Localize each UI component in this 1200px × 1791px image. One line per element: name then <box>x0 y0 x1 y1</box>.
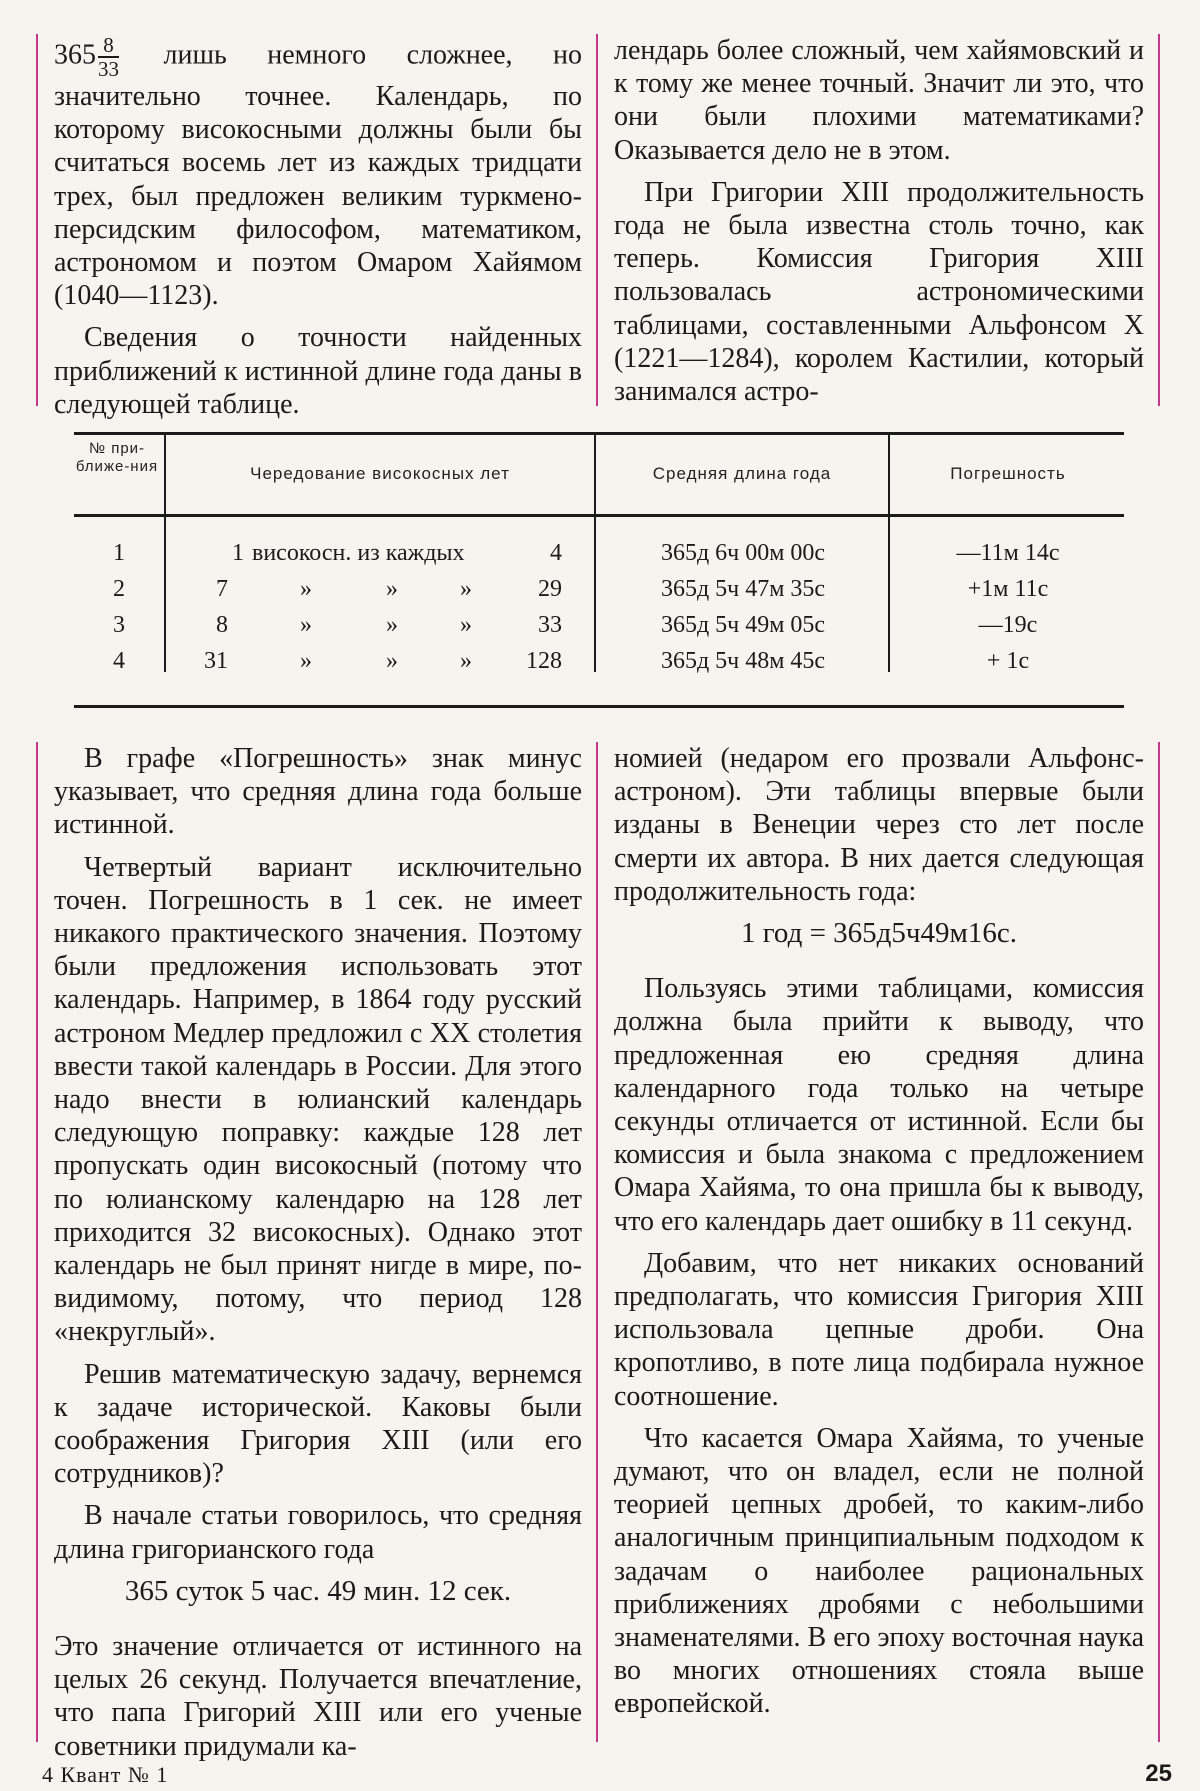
column-rule-top-middle <box>596 34 598 406</box>
table-divider <box>164 432 166 672</box>
table-cell-number: 4 <box>113 648 125 674</box>
table-cell-text: високосн. из каждых <box>252 540 465 566</box>
alfonso-year-formula: 1 год = 365д5ч49м16с. <box>740 917 1017 950</box>
table-cell-ditto: » <box>300 576 312 602</box>
page-number: 25 <box>1145 1760 1172 1787</box>
paragraph: Это значение отличается от истинного на целых 26 секунд. Получается впечатление, что папа Григорий XIII или его ученые советники придумали ка- <box>54 1631 582 1762</box>
header-approximation-number: № при-ближе-ния <box>75 440 159 475</box>
paragraph: При Григории XIII продолжительность года не была известна столь точно, как теперь. Комиссия Григория XIII пользовалась астрономическими таблицами, составленными Альфонсом X (1221—1284), королем Кастилии, который занимался астро- <box>614 176 1144 408</box>
table-cell-number: 1 <box>113 540 125 566</box>
table-cell-error: —11м 14с <box>956 540 1060 566</box>
table-cell-period: 33 <box>538 612 562 638</box>
table-divider <box>594 432 596 672</box>
table-cell-ditto: » <box>386 648 398 674</box>
paragraph: Решив математическую задачу, вернемся к задаче исторической. Каковы были соображения Григория XIII (или его сотрудников)? <box>54 1358 582 1490</box>
paragraph: В начале статьи говорилось, что средняя длина григорианского года <box>54 1500 582 1565</box>
table-divider <box>888 432 890 672</box>
paragraph <box>54 34 582 312</box>
table-top-rule <box>74 432 1124 435</box>
fraction-numerator: 8 <box>98 34 119 58</box>
paragraph: Что касается Омара Хайяма, то ученые думают, что он владел, если не полной теорией цепных дробей, то каким-либо аналогичным принципиальным подходом к задачам о наиболее рациональных приближениях дробями с небольшими знаменателями. В его эпоху восточная наука во многих отношениях стояла выше европейской. <box>614 1422 1144 1720</box>
table-cell-ditto: » <box>460 648 472 674</box>
footer-signature: 4 Квант № 1 <box>42 1762 169 1787</box>
header-error: Погрешность <box>950 464 1066 483</box>
table-cell-count: 1 <box>232 540 244 566</box>
table-cell-mean: 365д 5ч 47м 35с <box>660 576 826 602</box>
column-rule-top-left <box>36 34 38 406</box>
paragraph: Пользуясь этими таблицами, комиссия должна была прийти к выводу, что предложенная ею средняя длина календарного года только на четыре секунды отличается от истинной. Если бы комиссия и была знакома с предложением Омара Хайяма, то она пришла бы к выводу, что его календарь дает ошибку в 11 секунд. <box>614 973 1144 1237</box>
top-left-column <box>54 34 582 430</box>
table-cell-error: + 1с <box>986 648 1030 674</box>
paragraph: Добавим, что нет никаких оснований предполагать, что комиссия Григория XIII использовала цепные дроби. Она кропотливо, в поте лица подбирала нужное соотношение. <box>614 1247 1144 1412</box>
paragraph: Сведения о точности найденных приближений к истинной длине года даны в следующей таблице. <box>54 322 582 420</box>
fraction <box>98 34 119 80</box>
bottom-right-column <box>614 742 1144 1730</box>
approximation-table <box>74 432 1124 708</box>
table-cell-ditto: » <box>386 576 398 602</box>
table-cell-ditto: » <box>460 612 472 638</box>
paragraph-text: лишь немного сложнее, но значительно точнее. Календарь, по которому високосными должны были бы считаться восемь лет из каждых тридцати трех, был предложен великим туркмено-персидским философом, математиком, астрономом и поэтом Омаром Хайямом (1040—1123). <box>54 39 582 312</box>
column-rule-top-right <box>1158 34 1160 406</box>
table-cell-number: 3 <box>113 612 125 638</box>
gregorian-year-formula: 365 суток 5 час. 49 мин. 12 сек. <box>124 1574 512 1607</box>
table-cell-ditto: » <box>386 612 398 638</box>
table-cell-period: 29 <box>538 576 562 602</box>
table-header-rule <box>74 514 1124 517</box>
number-365: 365 <box>54 39 96 71</box>
table-cell-mean: 365д 6ч 00м 00с <box>660 540 826 566</box>
table-cell-count: 7 <box>216 576 228 602</box>
column-rule-bottom-middle <box>596 742 598 1742</box>
top-right-column <box>614 34 1144 417</box>
table-cell-count: 31 <box>204 648 228 674</box>
table-cell-period: 128 <box>526 648 562 674</box>
paragraph: лендарь более сложный, чем хайямовский и к тому же менее точный. Значит ли это, что они были плохими математиками? Оказывается дело не в этом. <box>614 35 1144 166</box>
table-cell-error: +1м 11с <box>967 576 1049 602</box>
paragraph: В графе «Погрешность» знак минус указывает, что средняя длина года больше истинной. <box>54 743 582 841</box>
table-cell-ditto: » <box>300 612 312 638</box>
table-cell-ditto: » <box>460 576 472 602</box>
column-rule-bottom-left <box>36 742 38 1742</box>
table-cell-period: 4 <box>550 540 562 566</box>
table-cell-ditto: » <box>300 648 312 674</box>
table-cell-error: —19с <box>978 612 1038 638</box>
table-cell-mean: 365д 5ч 48м 45с <box>660 648 826 674</box>
table-bottom-rule <box>74 705 1124 708</box>
table-cell-number: 2 <box>113 576 125 602</box>
table-cell-count: 8 <box>216 612 228 638</box>
fraction-denominator: 33 <box>98 57 119 81</box>
column-rule-bottom-right <box>1158 742 1160 1742</box>
table-cell-mean: 365д 5ч 49м 05с <box>660 612 826 638</box>
header-alternation: Чередование високосных лет <box>250 464 510 483</box>
bottom-left-column <box>54 742 582 1772</box>
paragraph: Четвертый вариант исключительно точен. Погрешность в 1 сек. не имеет никакого практического значения. Поэтому были предложения использовать этот календарь. Например, в 1864 году русский астроном Медлер предложил с XX столетия ввести такой календарь в России. Для этого надо внести в юлианский календарь следующую поправку: каждые 128 лет пропускать один високосный (потому что по юлианскому календарю на 128 лет приходится 32 високосных). Однако этот календарь не был принят нигде в мире, по-видимому, потому, что период 128 «некруглый». <box>54 851 582 1348</box>
paragraph: номией (недаром его прозвали Альфонс-астроном). Эти таблицы впервые были изданы в Венеции через сто лет после смерти их автора. В них дается следующая продолжительность года: <box>614 743 1144 907</box>
header-mean-length: Средняя длина года <box>652 464 832 483</box>
